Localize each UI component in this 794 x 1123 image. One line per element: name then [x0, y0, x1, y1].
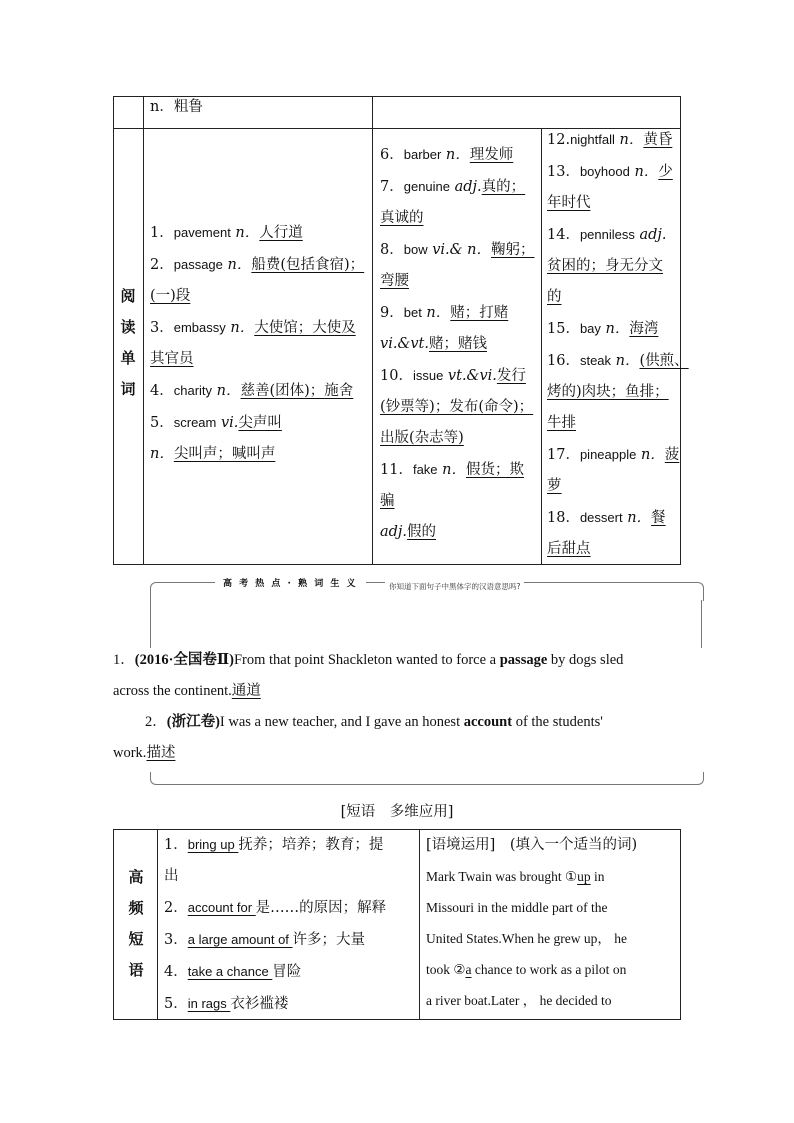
- vocab-column-1: [150, 217, 370, 470]
- vocab-entry: [150, 312, 370, 344]
- vocab-part-of-speech: vi.&vt.: [380, 336, 429, 352]
- vocab-entry: [150, 439, 370, 470]
- phrase-text: a large amount of: [187, 932, 293, 947]
- vocab-part-of-speech: n．: [437, 462, 466, 478]
- vocab-meaning: 贫困的；身无分文: [547, 258, 663, 274]
- vocab-number: 18．: [547, 510, 580, 526]
- vocab-meaning: (一)段: [150, 288, 191, 304]
- vocab-word: charity: [173, 383, 213, 398]
- example-keyword: account: [463, 714, 513, 730]
- vocab-entry: [150, 281, 370, 312]
- vocab-entry: [547, 282, 679, 313]
- vocab-meaning: 真的；: [481, 179, 526, 195]
- vocab-word: barber: [403, 147, 442, 162]
- context-line: [426, 923, 678, 954]
- context-text: Mark Twain was brought ①: [426, 869, 578, 884]
- vocab-entry: [547, 408, 679, 439]
- phrase-entry: [164, 924, 416, 956]
- vocab-meaning: 餐: [651, 510, 666, 526]
- example-text: of the students': [512, 714, 603, 730]
- vocab-entry: [380, 360, 540, 392]
- context-answer: a: [465, 962, 472, 977]
- context-usage: [426, 830, 678, 1016]
- vocab-part-of-speech: adj.: [634, 227, 667, 243]
- vocab-entry: [547, 534, 679, 565]
- vocab-part-of-speech: n．: [622, 510, 652, 526]
- vocab-meaning: 人行道: [259, 225, 303, 241]
- vocab-entry: [547, 251, 679, 282]
- vocab-entry: [380, 423, 540, 454]
- hot-section-title: 高 考 热 点 · 熟 词 生 义: [223, 579, 358, 589]
- vocab-meaning: 赌；打赌: [450, 305, 509, 321]
- vocab-word: nightfall: [570, 132, 615, 147]
- vocab-part-of-speech: n．: [441, 147, 470, 163]
- vocab-part-of-speech: vi.: [216, 415, 239, 431]
- context-text: chance to work as a pilot on: [471, 962, 627, 977]
- vocab-meaning: 尖叫声；喊叫声: [173, 446, 276, 462]
- example-text: I was a new teacher, and I gave an honest: [219, 714, 464, 730]
- context-text: in: [590, 869, 605, 884]
- vocab-part-of-speech: vt.&vi.: [443, 368, 497, 384]
- hot-section-subtitle: 你知道下面句子中黑体字的汉语意思吗?: [389, 582, 521, 591]
- phrase-text: take a chance: [187, 964, 273, 979]
- vocab-entry: [380, 454, 540, 486]
- context-text: United States.When he grew up， he: [426, 931, 627, 946]
- vocab-meaning: 烤的)肉块；鱼排；: [547, 384, 669, 400]
- context-line: [426, 861, 678, 892]
- vocab-word: fake: [412, 462, 438, 477]
- example-answer: 通道: [231, 683, 261, 699]
- vocab-meaning: 菠: [664, 447, 680, 463]
- vocab-entry: [150, 249, 370, 281]
- example-text: From that point Shackleton wanted to force a: [233, 652, 500, 668]
- vocab-entry: [547, 219, 679, 251]
- vocab-number: 10．: [380, 368, 413, 384]
- vocab-number: 8．: [380, 242, 404, 258]
- vocab-meaning: 的: [547, 289, 562, 305]
- vocab-word: pavement: [173, 225, 231, 240]
- vocab-word: scream: [173, 415, 217, 430]
- vocab-meaning: 其官员: [150, 351, 194, 367]
- context-line: [426, 985, 678, 1016]
- vocab-entry: [380, 392, 540, 423]
- phrase-meaning: 出: [164, 868, 179, 884]
- vocab-word: pineapple: [579, 447, 637, 462]
- phrase-number: 3．: [164, 932, 188, 948]
- vocab-word: penniless: [579, 227, 635, 242]
- example-line: [113, 738, 175, 769]
- vocab-number: 16．: [547, 353, 580, 369]
- vocab-part-of-speech: adj.: [380, 524, 408, 540]
- vocab-meaning: (供煎、: [639, 353, 689, 369]
- vocab-entry: [547, 502, 679, 534]
- vocab-entry: [547, 377, 679, 408]
- vocab-number: 11．: [380, 462, 413, 478]
- example-number: 2．: [145, 714, 167, 730]
- vocab-part-of-speech: n．: [212, 383, 241, 399]
- context-heading: [语境运用] (填入一个适当的词): [426, 837, 638, 853]
- vocab-part-of-speech: n．: [421, 305, 451, 321]
- vocab-number: 3．: [150, 320, 174, 336]
- vocab-part-of-speech: vi.& n．: [427, 242, 491, 258]
- phrase-number: 5．: [164, 996, 188, 1012]
- vocab-number: 12.: [547, 132, 571, 148]
- vocab-part-of-speech: n．: [150, 446, 174, 462]
- phrase-text: in rags: [187, 996, 231, 1011]
- vocab-meaning: 黄昏: [643, 132, 673, 148]
- example-answer: 描述: [146, 745, 176, 761]
- vocab-meaning: 牛排: [547, 415, 576, 431]
- vocab-part-of-speech: n．: [225, 320, 255, 336]
- vocab-entry: [380, 517, 540, 548]
- vocab-number: 5．: [150, 415, 174, 431]
- example-text: across the continent.: [113, 683, 232, 699]
- phrase-entry: [164, 956, 416, 988]
- vocab-part-of-speech: adj.: [450, 179, 482, 195]
- vocab-word: genuine: [403, 179, 451, 194]
- vocab-entry: [150, 375, 370, 407]
- vocab-word: issue: [412, 368, 444, 383]
- vocab-meaning: 尖声叫: [238, 415, 282, 431]
- vocab-meaning: 真诚的: [380, 210, 424, 226]
- context-answer: up: [577, 869, 591, 884]
- vocab-entry: [380, 486, 540, 517]
- vocab-number: 14．: [547, 227, 580, 243]
- vocab-part-of-speech: n．: [611, 353, 640, 369]
- vocab-part-of-speech: n．: [600, 321, 630, 337]
- vocab-entry: [380, 203, 540, 234]
- phrase-meaning: 许多；大量: [292, 932, 366, 948]
- vocab-entry: [150, 407, 370, 439]
- vocab-word: passage: [173, 257, 223, 272]
- vocab-word: bow: [403, 242, 428, 257]
- vocab-number: 9．: [380, 305, 404, 321]
- vocab-meaning: (钞票等)；发布(命令)；: [380, 399, 534, 415]
- vocab-number: 13．: [547, 164, 580, 180]
- vocab-number: 4．: [150, 383, 174, 399]
- vocab-entry: [547, 439, 679, 471]
- phrase-meaning: 衣衫褴褛: [230, 996, 289, 1012]
- context-line: [426, 954, 678, 985]
- vocab-word: steak: [579, 353, 612, 368]
- phrase-meaning: 冒险: [272, 964, 302, 980]
- phrase-meaning: 是……的原因；解释: [255, 900, 387, 916]
- vocab-number: 7．: [380, 179, 404, 195]
- vocab-word: bet: [403, 305, 422, 320]
- vocab-meaning: 骗: [380, 493, 395, 509]
- phrase-entry: [164, 892, 416, 924]
- example-line: [113, 645, 681, 676]
- vocab-entry: [547, 345, 689, 377]
- phrase-entry: [164, 988, 416, 1020]
- vocab-meaning: 大使馆；大使及: [254, 320, 356, 336]
- example-line: [145, 707, 681, 738]
- example-text: by dogs sled: [547, 652, 624, 668]
- vocab-part-of-speech: n．: [614, 132, 644, 148]
- vocab-entry: [380, 297, 540, 329]
- vocab-meaning: 假的: [407, 524, 437, 540]
- vocab-entry: [547, 124, 679, 156]
- context-line: [426, 892, 678, 923]
- vocab-meaning: 少: [658, 164, 673, 180]
- vocab-meaning: 鞠躬；: [491, 242, 535, 258]
- phrase-text: account for: [187, 900, 256, 915]
- phrase-section-title: [短语 多维应用]: [340, 804, 454, 820]
- vocab-entry: [380, 329, 540, 360]
- context-text: took ②: [426, 962, 466, 977]
- vocab-number: 6．: [380, 147, 404, 163]
- vocab-entry: [380, 171, 540, 203]
- vocab-meaning: 理发师: [469, 147, 514, 163]
- example-source: (2016·全国卷Ⅱ): [134, 652, 234, 668]
- vocab-word: embassy: [173, 320, 226, 335]
- vocab-entry: [150, 344, 370, 375]
- vocab-part-of-speech: n．: [222, 257, 252, 273]
- vocab-part-of-speech: n．: [230, 225, 260, 241]
- vocab-number: 2．: [150, 257, 174, 273]
- phrase-number: 2．: [164, 900, 188, 916]
- example-number: 1．: [113, 652, 135, 668]
- vocab-meaning: 年时代: [547, 195, 591, 211]
- vocab-meaning: 假货；欺: [465, 462, 524, 478]
- vocab-number: 1．: [150, 225, 174, 241]
- phrase-text: bring up: [187, 837, 239, 852]
- vocab-part-of-speech: n．: [636, 447, 665, 463]
- vocab-word: dessert: [579, 510, 623, 525]
- vocab-entry: [547, 471, 679, 502]
- vocab-entry: [380, 234, 540, 266]
- vocab-column-2: [380, 139, 540, 548]
- top-row-text: n．粗鲁: [150, 99, 203, 115]
- vocab-meaning: 发行: [496, 368, 526, 384]
- vocab-meaning: 萝: [547, 478, 562, 494]
- vocab-word: bay: [579, 321, 601, 336]
- example-text: work.: [113, 745, 147, 761]
- vocab-meaning: 慈善(团体)；施舍: [240, 383, 354, 399]
- example-keyword: passage: [499, 652, 548, 668]
- vocab-number: 17．: [547, 447, 580, 463]
- vocab-meaning: 弯腰: [380, 273, 409, 289]
- vocab-entry: [547, 313, 679, 345]
- vocab-entry: [547, 188, 679, 219]
- example-line: [113, 676, 261, 707]
- vocab-meaning: 赌；赌钱: [428, 336, 487, 352]
- vocab-entry: [547, 156, 679, 188]
- phrase-list: [164, 829, 416, 1020]
- vocab-number: 15．: [547, 321, 580, 337]
- phrase-entry: [164, 861, 416, 892]
- vocab-meaning: 海湾: [629, 321, 659, 337]
- vocab-meaning: 后甜点: [547, 541, 591, 557]
- vocab-meaning: 船费(包括食宿)；: [251, 257, 365, 273]
- vocab-entry: [380, 266, 540, 297]
- context-text: a river boat.Later ， he decided to: [426, 993, 612, 1008]
- vocab-column-3: [547, 124, 689, 565]
- vocab-entry: [150, 217, 370, 249]
- phrase-meaning: 抚养；培养；教育；提: [238, 837, 384, 853]
- vocab-entry: [380, 139, 540, 171]
- phrase-number: 1．: [164, 837, 188, 853]
- vocab-part-of-speech: n．: [629, 164, 659, 180]
- vocab-meaning: 出版(杂志等): [380, 430, 464, 446]
- context-text: Missouri in the middle part of the: [426, 900, 608, 915]
- example-source: (浙江卷): [166, 714, 220, 730]
- phrase-number: 4．: [164, 964, 188, 980]
- phrase-entry: [164, 829, 416, 861]
- vocab-word: boyhood: [579, 164, 630, 179]
